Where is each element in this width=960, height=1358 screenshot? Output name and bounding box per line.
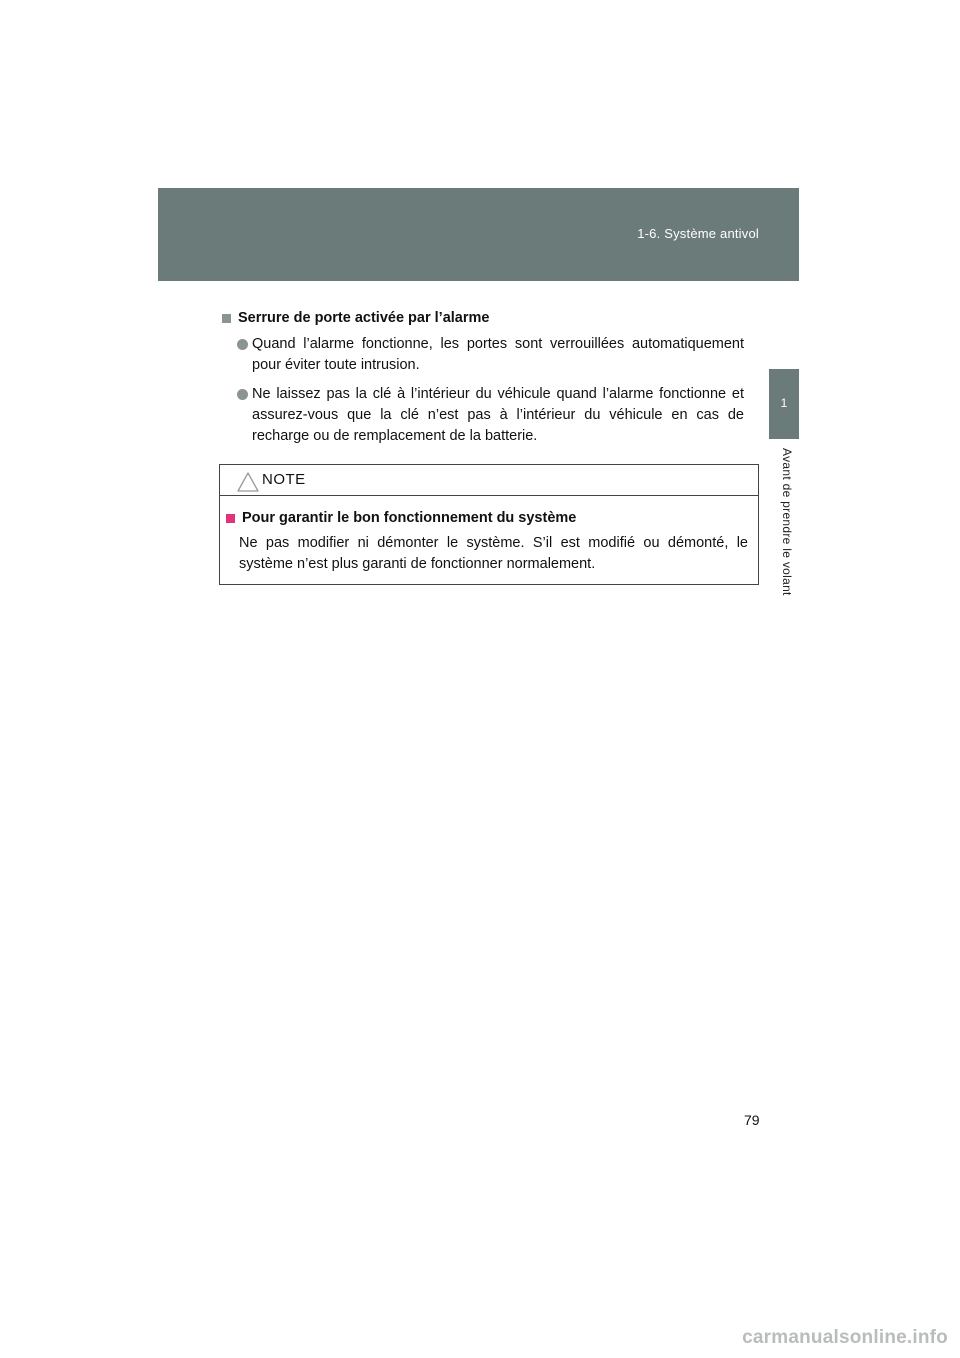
list-item-text: Ne laissez pas la clé à l’intérieur du véhicule quand l’alarme fonctionne et assurez-vous que la clé n’est pas à l’intérieur du véhicule en cas de recharge ou de remplacement de la batterie. [252,386,744,444]
section-heading [222,308,744,328]
note-heading-text: Pour garantir le bon fonctionnement du système [242,510,577,526]
list-item [222,384,744,447]
header-band [158,188,799,281]
note-text: Ne pas modifier ni démonter le système. S’il est modifié ou démonté, le système n’est plus garanti de fonctionner normalement. [239,535,748,572]
note-body [220,496,758,575]
note-title: NOTE [262,471,306,488]
page-number: 79 [744,1112,760,1128]
section-title: 1-6. Système antivol [637,226,759,241]
note-header [220,465,758,496]
chapter-tab [769,369,799,439]
chapter-number: 1 [780,396,788,410]
main-content [222,308,744,447]
square-bullet-icon [226,514,235,523]
note-heading [226,508,748,528]
note-box [219,464,759,585]
warning-triangle-icon [237,472,259,492]
list-item-text: Quand l’alarme fonctionne, les portes sont verrouillées automatiquement pour éviter toute intrusion. [252,336,744,373]
round-bullet-icon [237,339,248,350]
chapter-label: Avant de prendre le volant [780,448,794,596]
square-bullet-icon [222,314,231,323]
watermark[interactable]: carmanualsonline.info [742,1327,948,1348]
section-heading-text: Serrure de porte activée par l’alarme [238,310,490,326]
round-bullet-icon [237,389,248,400]
list-item [222,334,744,376]
